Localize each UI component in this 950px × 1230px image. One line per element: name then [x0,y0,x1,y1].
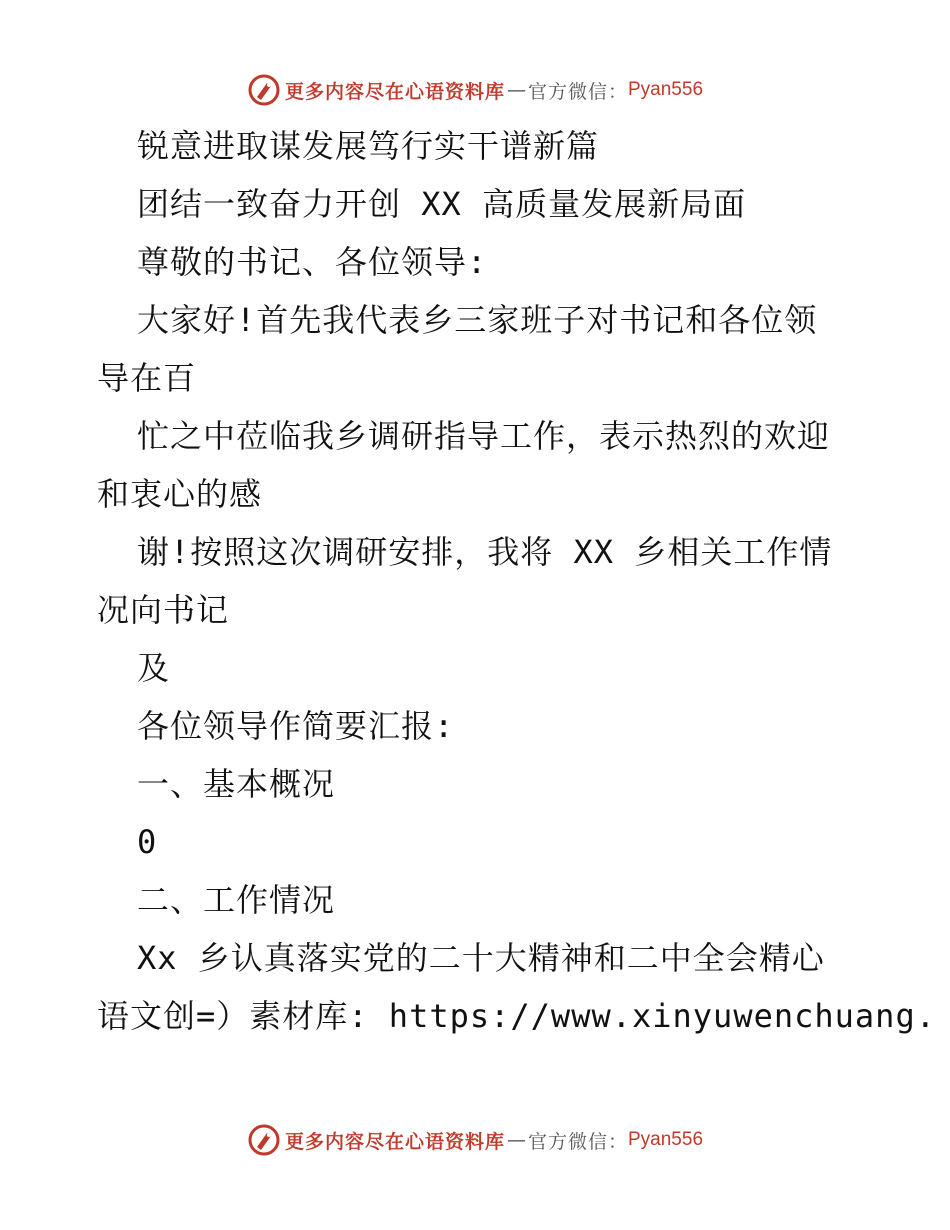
header-banner [0,70,950,110]
banner-dash: — [506,1129,526,1151]
text-line: 忙之中莅临我乡调研指导工作，表示热烈的欢迎 [137,417,831,455]
text-line: 二、工作情况 [137,881,336,919]
text-line: 一、基本概况 [137,765,336,803]
text-line: 及 [137,649,171,687]
text-line: 语文创=）素材库: https://www.xinyuwenchuang. [97,997,936,1035]
footer-banner [0,1120,950,1160]
text-line: 各位领导作简要汇报: [137,707,455,745]
banner-wechat-id: Pyan556 [628,1129,704,1150]
banner-wechat-label: 官方微信： [527,80,628,103]
pen-logo-icon [247,1123,281,1157]
text-line: 况向书记 [97,591,230,629]
text-line: 谢!按照这次调研安排，我将 XX 乡相关工作情 [137,533,833,571]
text-line: 大家好!首先我代表乡三家班子对书记和各位领 [137,301,818,339]
text-line: 锐意进取谋发展笃行实干谱新篇 [137,127,600,165]
text-line: 和衷心的感 [97,475,263,513]
text-line: 尊敬的书记、各位领导: [137,243,488,281]
banner-brand: 更多内容尽在心语资料库 [284,80,505,103]
text-line: 团结一致奋力开创 XX 高质量发展新局面 [137,185,747,223]
text-line: Xx 乡认真落实党的二十大精神和二中全会精心 [137,939,825,977]
document-body [97,117,936,1045]
banner-dash: — [506,79,526,101]
text-line: 0 [137,823,158,861]
banner-wechat-id: Pyan556 [628,79,704,100]
banner-wechat-label: 官方微信： [527,1130,628,1153]
banner-brand: 更多内容尽在心语资料库 [284,1130,505,1153]
pen-logo-icon [247,73,281,107]
text-line: 导在百 [97,359,197,397]
